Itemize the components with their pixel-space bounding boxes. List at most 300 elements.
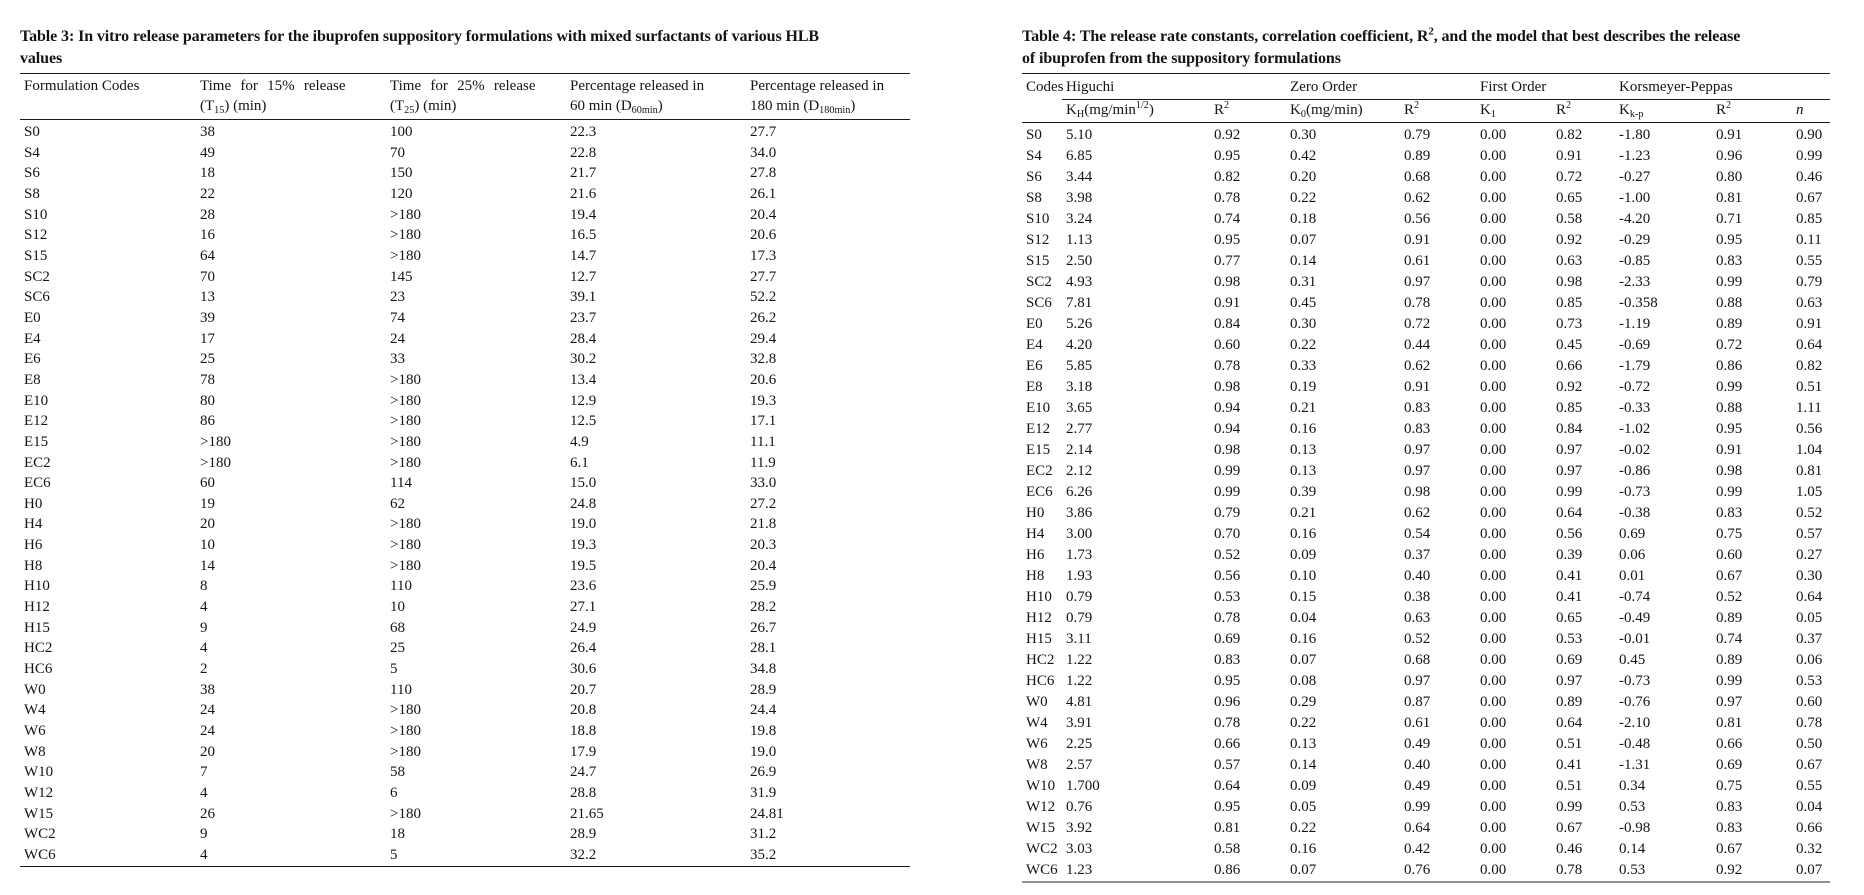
table-cell: 0.88 bbox=[1716, 295, 1743, 311]
table-cell: >180 bbox=[390, 247, 421, 264]
table-cell: 0.99 bbox=[1716, 484, 1743, 500]
table-cell: H4 bbox=[24, 516, 43, 533]
table-cell: 3.92 bbox=[1066, 820, 1093, 836]
table-cell: 0.97 bbox=[1556, 463, 1583, 479]
table-cell: 0.49 bbox=[1404, 736, 1431, 752]
table-cell: 30.6 bbox=[570, 661, 597, 678]
table-cell: 120 bbox=[390, 185, 413, 202]
table-cell: 0.50 bbox=[1796, 736, 1823, 752]
table-cell: 0.00 bbox=[1480, 778, 1507, 794]
table-cell: S4 bbox=[24, 144, 40, 161]
table-cell: 0.30 bbox=[1290, 316, 1317, 332]
table-cell: 0.00 bbox=[1480, 757, 1507, 773]
table-cell: 3.91 bbox=[1066, 715, 1093, 731]
table-cell: >180 bbox=[390, 433, 421, 450]
table-cell: 4.9 bbox=[570, 433, 589, 450]
table-cell: 0.68 bbox=[1404, 169, 1431, 185]
table-cell: 0.52 bbox=[1716, 589, 1743, 605]
table-cell: 26.1 bbox=[750, 185, 777, 202]
table-cell: W6 bbox=[24, 723, 46, 740]
table-row bbox=[20, 659, 910, 680]
table-cell: 0.07 bbox=[1796, 862, 1823, 878]
table-cell: 25 bbox=[390, 640, 405, 657]
table-cell: 35.2 bbox=[750, 846, 777, 863]
table-cell: H0 bbox=[1026, 505, 1045, 521]
table-cell: 0.89 bbox=[1556, 694, 1583, 710]
table-cell: 28 bbox=[200, 206, 215, 223]
table-row bbox=[1022, 797, 1830, 818]
table-cell: 0.57 bbox=[1214, 757, 1241, 773]
table-cell: 21.6 bbox=[570, 185, 597, 202]
table-cell: 0.99 bbox=[1716, 673, 1743, 689]
table-cell: 0.91 bbox=[1404, 379, 1431, 395]
table-cell: 0.00 bbox=[1480, 799, 1507, 815]
table-cell: 19.4 bbox=[570, 206, 597, 223]
table-cell: 0.15 bbox=[1290, 589, 1317, 605]
table-cell: 0.51 bbox=[1556, 778, 1583, 794]
table-cell: 80 bbox=[200, 392, 215, 409]
table-row bbox=[20, 680, 910, 701]
table-cell: 17.3 bbox=[750, 247, 777, 264]
table-cell: W10 bbox=[1026, 778, 1056, 794]
table-cell: 24.7 bbox=[570, 764, 597, 781]
table-cell: 0.08 bbox=[1290, 673, 1317, 689]
table-row bbox=[1022, 293, 1830, 314]
table-cell: 0.91 bbox=[1796, 316, 1823, 332]
table-cell: W12 bbox=[24, 785, 54, 801]
table-cell: 33.0 bbox=[750, 475, 777, 492]
table-row bbox=[20, 721, 910, 742]
table-cell: E10 bbox=[24, 392, 49, 409]
table-cell: H8 bbox=[24, 557, 43, 574]
table-cell: 0.58 bbox=[1214, 841, 1241, 857]
table-cell: 27.1 bbox=[570, 599, 597, 616]
table-cell: 0.98 bbox=[1214, 379, 1241, 395]
table-row bbox=[20, 700, 910, 721]
table-cell: 33 bbox=[390, 351, 405, 368]
table-cell: 20.8 bbox=[570, 702, 597, 719]
table-cell: 0.41 bbox=[1556, 757, 1583, 773]
table-cell: -0.02 bbox=[1619, 442, 1651, 458]
table-row bbox=[1022, 608, 1830, 629]
table-cell: 0.66 bbox=[1214, 736, 1241, 752]
table-row bbox=[20, 120, 910, 143]
table-cell: 0.00 bbox=[1480, 841, 1507, 857]
table-row bbox=[1022, 503, 1830, 524]
table-cell: 86 bbox=[200, 413, 215, 430]
table-cell: 0.00 bbox=[1480, 694, 1507, 710]
t3-header-formulation-codes bbox=[20, 74, 196, 120]
table-cell: 5.85 bbox=[1066, 358, 1093, 374]
table-cell: H6 bbox=[1026, 547, 1045, 563]
table-cell: -0.74 bbox=[1619, 589, 1651, 605]
table-cell: 7.81 bbox=[1066, 295, 1093, 311]
table-cell: 0.96 bbox=[1214, 694, 1241, 710]
table-cell: 0.11 bbox=[1796, 232, 1822, 248]
table-cell: 28.8 bbox=[570, 785, 597, 801]
table-cell: 0.39 bbox=[1556, 547, 1583, 563]
table-cell: 0.06 bbox=[1796, 652, 1823, 668]
table3-header-row bbox=[20, 74, 910, 120]
table-cell: 18 bbox=[390, 826, 405, 843]
table-cell: H6 bbox=[24, 537, 43, 554]
table-cell: 20 bbox=[200, 743, 215, 760]
table-cell: 19 bbox=[200, 495, 215, 512]
table-cell: 0.92 bbox=[1556, 232, 1583, 248]
header-line: $(T_{25})$ (min) bbox=[390, 98, 457, 117]
table-cell: >180 bbox=[390, 702, 421, 719]
table-cell: 0.98 bbox=[1214, 442, 1241, 458]
table-cell: 0.67 bbox=[1796, 757, 1823, 773]
table-cell: 0.78 bbox=[1404, 295, 1431, 311]
table-cell: S0 bbox=[24, 124, 40, 140]
table-cell: 2.50 bbox=[1066, 253, 1093, 269]
table-cell: 49 bbox=[200, 144, 215, 161]
table-cell: 0.89 bbox=[1716, 652, 1743, 668]
table-cell: -0.29 bbox=[1619, 232, 1651, 248]
table-cell: 0.88 bbox=[1716, 400, 1743, 416]
table-row bbox=[20, 494, 910, 515]
table-cell: 0.21 bbox=[1290, 400, 1317, 416]
table-cell: 31.2 bbox=[750, 826, 777, 843]
table-cell: 0.19 bbox=[1290, 379, 1317, 395]
header-line: Formulation Codes bbox=[24, 78, 140, 94]
table-cell: 0.37 bbox=[1404, 547, 1431, 563]
table-cell: 0.98 bbox=[1716, 463, 1743, 479]
table-cell: 34.8 bbox=[750, 661, 777, 678]
table-cell: 0.69 bbox=[1716, 757, 1743, 773]
table-cell: 17 bbox=[200, 330, 215, 347]
table-cell: S8 bbox=[1026, 190, 1042, 206]
table-row bbox=[20, 762, 910, 783]
table4-panel bbox=[1022, 26, 1830, 883]
table-cell: 27.2 bbox=[750, 495, 777, 512]
table-cell: H15 bbox=[1026, 631, 1052, 647]
table-cell: S10 bbox=[24, 206, 48, 223]
table-cell: 0.52 bbox=[1214, 547, 1241, 563]
table-row bbox=[1022, 377, 1830, 398]
table-row bbox=[1022, 146, 1830, 167]
table-cell: -1.80 bbox=[1619, 127, 1651, 143]
table-cell: 0.56 bbox=[1404, 211, 1431, 227]
table-cell: 3.03 bbox=[1066, 841, 1093, 857]
table-cell: 0.98 bbox=[1214, 274, 1241, 290]
table-cell: -1.79 bbox=[1619, 358, 1651, 374]
table-cell: 0.67 bbox=[1716, 841, 1743, 857]
t3-header-d60 bbox=[566, 74, 746, 120]
table-cell: 0.78 bbox=[1214, 715, 1241, 731]
table-cell: 0.66 bbox=[1796, 820, 1823, 836]
table-cell: E12 bbox=[1026, 421, 1051, 437]
table-cell: 2.77 bbox=[1066, 421, 1093, 437]
table-cell: H8 bbox=[1026, 568, 1045, 584]
table-cell: 0.04 bbox=[1290, 610, 1317, 626]
table-cell: 114 bbox=[390, 475, 412, 492]
table-row bbox=[1022, 776, 1830, 797]
table-cell: 0.63 bbox=[1556, 253, 1583, 269]
table-row bbox=[20, 783, 910, 804]
table-cell: 1.13 bbox=[1066, 232, 1093, 248]
table-cell: 0.91 bbox=[1556, 148, 1583, 164]
table-cell: 20.7 bbox=[570, 681, 597, 698]
table-cell: S6 bbox=[24, 165, 40, 182]
table-cell: 0.60 bbox=[1214, 337, 1241, 353]
table-cell: 0.20 bbox=[1290, 169, 1317, 185]
table-cell: 0.74 bbox=[1716, 631, 1743, 647]
table-cell: 0.77 bbox=[1214, 253, 1241, 269]
table-cell: 19.3 bbox=[750, 392, 777, 409]
table-cell: W4 bbox=[1026, 715, 1048, 731]
table-cell: 1.04 bbox=[1796, 442, 1823, 458]
table-cell: 0.92 bbox=[1214, 127, 1241, 143]
table-cell: 1.23 bbox=[1066, 862, 1093, 878]
table-cell: >180 bbox=[390, 723, 421, 740]
header-line: Percentage released in bbox=[750, 78, 885, 94]
table-row bbox=[20, 638, 910, 659]
table-row bbox=[20, 287, 910, 308]
table-cell: 0.71 bbox=[1716, 211, 1743, 227]
table-cell: 10 bbox=[200, 537, 215, 554]
table-cell: 0.60 bbox=[1716, 547, 1743, 563]
table-cell: 0.00 bbox=[1480, 316, 1507, 332]
table-row bbox=[1022, 314, 1830, 335]
header-line: $(T_{15})$ (min) bbox=[200, 98, 267, 117]
t3-header-t15 bbox=[196, 74, 386, 120]
table-cell: 0.41 bbox=[1556, 568, 1583, 584]
table-cell: -0.72 bbox=[1619, 379, 1651, 395]
table-row bbox=[20, 370, 910, 391]
table-cell: 1.22 bbox=[1066, 673, 1093, 689]
table-cell: 0.00 bbox=[1480, 274, 1507, 290]
table-cell: SC6 bbox=[24, 289, 50, 306]
table-cell: 0.67 bbox=[1716, 568, 1743, 584]
table-cell: 0.98 bbox=[1556, 274, 1583, 290]
table-row bbox=[20, 225, 910, 246]
table-cell: 0.81 bbox=[1796, 463, 1823, 479]
table-cell: E10 bbox=[1026, 400, 1051, 416]
table-cell: 0.83 bbox=[1716, 820, 1743, 836]
table-cell: 0.22 bbox=[1290, 190, 1317, 206]
table3-title: Table 3: In vitro release parameters for the ibuprofen suppository formulations with mixed surfactants of various HLB values bbox=[20, 28, 819, 67]
table-cell: 0.33 bbox=[1290, 358, 1317, 374]
table-cell: 14 bbox=[200, 557, 215, 574]
table-cell: 0.05 bbox=[1796, 610, 1823, 626]
table-cell: 0.00 bbox=[1480, 379, 1507, 395]
table-cell: 29.4 bbox=[750, 330, 777, 347]
table3-panel bbox=[20, 26, 910, 867]
table-cell: 0.07 bbox=[1290, 862, 1317, 878]
table-cell: 0.63 bbox=[1796, 295, 1823, 311]
table-cell: W15 bbox=[24, 805, 54, 822]
table-cell: 0.16 bbox=[1290, 526, 1317, 542]
table-cell: 0.95 bbox=[1214, 673, 1241, 689]
table-cell: 27.8 bbox=[750, 165, 777, 182]
table-cell: 0.95 bbox=[1214, 232, 1241, 248]
table-cell: 0.68 bbox=[1404, 652, 1431, 668]
table-row bbox=[20, 432, 910, 453]
table-cell: 20.3 bbox=[750, 537, 777, 554]
table-cell: 12.9 bbox=[570, 392, 597, 409]
table-cell: 0.83 bbox=[1214, 652, 1241, 668]
table-cell: 150 bbox=[390, 165, 413, 182]
table-cell: 26.7 bbox=[750, 619, 777, 636]
table-cell: 0.78 bbox=[1796, 715, 1823, 731]
table-cell: 0.41 bbox=[1556, 589, 1583, 605]
table-cell: 0.55 bbox=[1796, 253, 1823, 269]
table-cell: W10 bbox=[24, 764, 54, 781]
table-cell: 0.40 bbox=[1404, 757, 1431, 773]
table-cell: -2.10 bbox=[1619, 715, 1651, 731]
table-cell: -1.02 bbox=[1619, 421, 1651, 437]
table-cell: 0.92 bbox=[1556, 379, 1583, 395]
table-cell: >180 bbox=[390, 371, 421, 388]
table-cell: 60 bbox=[200, 475, 215, 492]
table-cell: S6 bbox=[1026, 169, 1042, 185]
table-cell: 0.13 bbox=[1290, 463, 1317, 479]
table-cell: 2.12 bbox=[1066, 463, 1093, 479]
table-cell: 26.2 bbox=[750, 309, 777, 326]
table-row bbox=[20, 143, 910, 164]
table-cell: 17.1 bbox=[750, 413, 777, 430]
table-cell: 23.7 bbox=[570, 309, 597, 326]
table-cell: 0.22 bbox=[1290, 820, 1317, 836]
table-cell: 0.00 bbox=[1480, 505, 1507, 521]
table-cell: W0 bbox=[24, 681, 46, 698]
header-line: Time for 15% release bbox=[200, 78, 346, 94]
table-cell: S15 bbox=[24, 247, 48, 264]
table-row bbox=[1022, 818, 1830, 839]
table-row bbox=[1022, 167, 1830, 188]
table-cell: -0.98 bbox=[1619, 820, 1651, 836]
table-cell: 0.16 bbox=[1290, 421, 1317, 437]
table-cell: 0.00 bbox=[1480, 337, 1507, 353]
table-row bbox=[1022, 524, 1830, 545]
table-cell: 28.9 bbox=[570, 826, 597, 843]
table-cell: >180 bbox=[390, 206, 421, 223]
t3-header-d180 bbox=[746, 74, 910, 120]
table-cell: 0.99 bbox=[1716, 274, 1743, 290]
table-row bbox=[1022, 398, 1830, 419]
table-cell: 0.99 bbox=[1556, 799, 1583, 815]
table-cell: 24 bbox=[200, 702, 215, 719]
table-cell: 0.62 bbox=[1404, 190, 1431, 206]
table-cell: -1.31 bbox=[1619, 757, 1651, 773]
table-cell: 0.37 bbox=[1796, 631, 1823, 647]
table-cell: 0.72 bbox=[1556, 169, 1583, 185]
table-cell: 0.57 bbox=[1796, 526, 1823, 542]
table-cell: 0.31 bbox=[1290, 274, 1317, 290]
table-row bbox=[20, 163, 910, 184]
table-cell: 0.82 bbox=[1796, 358, 1823, 374]
t4-header-n: n bbox=[1792, 100, 1830, 123]
t4-header-k0: $K_0(mg/\min)$ bbox=[1286, 100, 1400, 123]
t4-header-r2-higuchi: $R^2$ bbox=[1210, 100, 1286, 123]
table-cell: E8 bbox=[1026, 379, 1043, 395]
table-cell: >180 bbox=[200, 433, 231, 450]
table-cell: 16.5 bbox=[570, 227, 597, 244]
table-cell: 0.81 bbox=[1214, 820, 1241, 836]
table-cell: 0.91 bbox=[1716, 442, 1743, 458]
table-cell: 0.00 bbox=[1480, 442, 1507, 458]
table-cell: S12 bbox=[1026, 232, 1050, 248]
table-cell: S8 bbox=[24, 185, 40, 202]
table-cell: 4.20 bbox=[1066, 337, 1093, 353]
table-cell: 0.09 bbox=[1290, 547, 1317, 563]
table-cell: 0.56 bbox=[1214, 568, 1241, 584]
table-cell: 0.78 bbox=[1214, 190, 1241, 206]
table-cell: E4 bbox=[1026, 337, 1043, 353]
table-cell: 0.99 bbox=[1556, 484, 1583, 500]
table-cell: 0.99 bbox=[1214, 484, 1241, 500]
table-row bbox=[20, 391, 910, 412]
table-cell: 0.78 bbox=[1214, 358, 1241, 374]
table-cell: 0.62 bbox=[1404, 505, 1431, 521]
table-cell: 14.7 bbox=[570, 247, 597, 264]
table-cell: WC2 bbox=[1026, 841, 1058, 857]
table-cell: 0.94 bbox=[1214, 421, 1241, 437]
table-cell: 25.9 bbox=[750, 578, 777, 595]
table-cell: 38 bbox=[200, 681, 215, 698]
table-cell: 26.4 bbox=[570, 640, 597, 657]
table-cell: 6.1 bbox=[570, 454, 589, 471]
table-cell: 0.72 bbox=[1404, 316, 1431, 332]
table-cell: 0.85 bbox=[1556, 400, 1583, 416]
table-cell: 28.9 bbox=[750, 681, 777, 698]
table-cell: 0.14 bbox=[1290, 757, 1317, 773]
table-cell: 28.1 bbox=[750, 640, 777, 657]
table-cell: W8 bbox=[1026, 757, 1048, 773]
table-cell: 4 bbox=[200, 640, 208, 657]
table-cell: 0.46 bbox=[1556, 841, 1583, 857]
table-row bbox=[1022, 482, 1830, 503]
table-cell: 0.95 bbox=[1214, 799, 1241, 815]
table-cell: 0.70 bbox=[1214, 526, 1241, 542]
table-cell: 0.96 bbox=[1716, 148, 1743, 164]
table-cell: 0.97 bbox=[1556, 442, 1583, 458]
table-cell: 74 bbox=[390, 309, 405, 326]
table-cell: 0.64 bbox=[1404, 820, 1431, 836]
table-cell: 3.86 bbox=[1066, 505, 1093, 521]
table-row bbox=[1022, 123, 1830, 147]
table-cell: 0.00 bbox=[1480, 253, 1507, 269]
table-row bbox=[1022, 734, 1830, 755]
table-row bbox=[1022, 272, 1830, 293]
table-row bbox=[1022, 545, 1830, 566]
table-cell: 1.73 bbox=[1066, 547, 1093, 563]
table-cell: 0.79 bbox=[1066, 610, 1093, 626]
table-cell: 19.5 bbox=[570, 557, 597, 574]
table-cell: 0.06 bbox=[1619, 547, 1646, 563]
t4-header-r2-zero: $R^2$ bbox=[1400, 100, 1476, 123]
table-cell: >180 bbox=[390, 516, 421, 533]
table-cell: 0.83 bbox=[1404, 421, 1431, 437]
table-cell: 0.64 bbox=[1796, 589, 1823, 605]
table-cell: 0.55 bbox=[1796, 778, 1823, 794]
table-cell: 0.42 bbox=[1290, 148, 1317, 164]
table-cell: W0 bbox=[1026, 694, 1048, 710]
table-cell: 0.05 bbox=[1290, 799, 1317, 815]
table-cell: 0.32 bbox=[1796, 841, 1823, 857]
table-row bbox=[1022, 230, 1830, 251]
table-cell: 4.81 bbox=[1066, 694, 1093, 710]
table-cell: 9 bbox=[200, 619, 208, 636]
table-row bbox=[20, 845, 910, 866]
table-cell: 70 bbox=[390, 144, 405, 161]
table-cell: 3.00 bbox=[1066, 526, 1093, 542]
table-cell: 0.97 bbox=[1716, 694, 1743, 710]
table-cell: W4 bbox=[24, 702, 46, 719]
table-cell: 10 bbox=[390, 599, 405, 616]
